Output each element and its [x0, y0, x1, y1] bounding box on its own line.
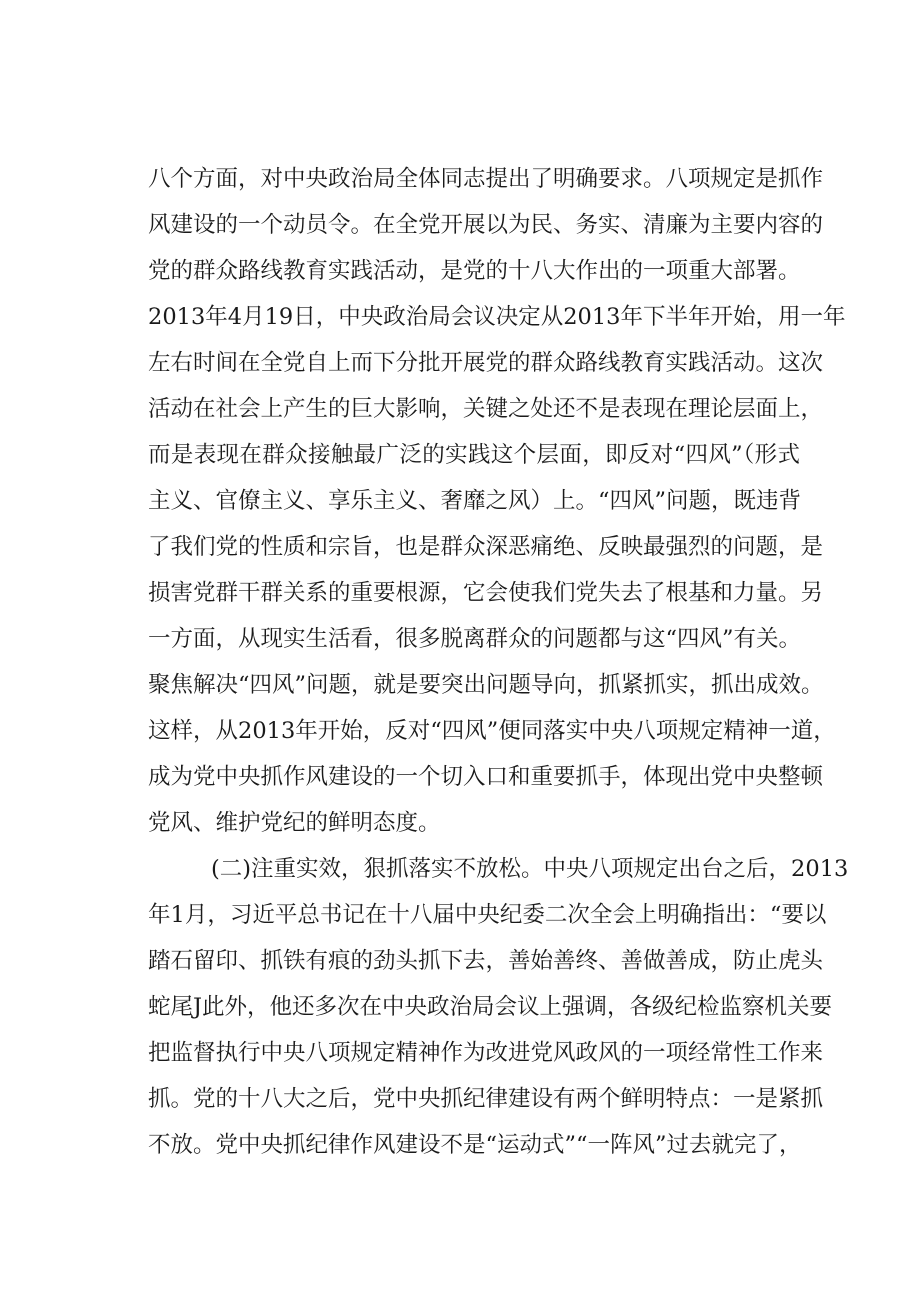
- text-line: 不放。党中央抓纪律作风建设不是“运动式”“一阵风”过去就完了，: [148, 1132, 802, 1158]
- paragraph-1: [148, 156, 846, 846]
- text-line: 风建设的一个动员令。在全党开展以为民、务实、清廉为主要内容的: [148, 212, 824, 238]
- text-line: 党风、维护党纪的鲜明态度。: [148, 810, 441, 836]
- document-body: [148, 156, 849, 1168]
- paragraph-2: [148, 846, 849, 1168]
- text-line: 了我们党的性质和宗旨，也是群众深恶痛绝、反映最强烈的问题，是: [148, 534, 824, 560]
- text-line: (二)注重实效，狠抓落实不放松。中央八项规定出台之后，2013: [211, 856, 849, 882]
- text-line: 年1月，习近平总书记在十八届中央纪委二次全会上明确指出：“要以: [148, 902, 827, 928]
- text-line: 这样，从2013年开始，反对“四风”便同落实中央八项规定精神一道，: [148, 718, 836, 744]
- text-line: 聚焦解决“四风”问题，就是要突出问题导向，抓紧抓实，抓出成效。: [148, 672, 824, 698]
- text-line: 2013年4月19日，中央政治局会议决定从2013年下半年开始，用一年: [148, 304, 846, 330]
- text-line: 而是表现在群众接触最广泛的实践这个层面，即反对“四风”（形式: [148, 442, 800, 468]
- text-line: 左右时间在全党自上而下分批开展党的群众路线教育实践活动。这次: [148, 350, 824, 376]
- text-line: 蛇尾J此外，他还多次在中央政治局会议上强调，各级纪检监察机关要: [148, 994, 833, 1020]
- text-line: 党的群众路线教育实践活动，是党的十八大作出的一项重大部署。: [148, 258, 801, 284]
- text-line: 主义、官僚主义、享乐主义、奢靡之风）上。“四风”问题，既违背: [148, 488, 802, 514]
- text-line: 踏石留印、抓铁有痕的劲头抓下去，善始善终、善做善成，防止虎头: [148, 948, 824, 974]
- text-line: 一方面，从现实生活看，很多脱离群众的问题都与这“四风”有关。: [148, 626, 802, 652]
- text-line: 活动在社会上产生的巨大影响，关键之处还不是表现在理论层面上，: [148, 396, 824, 422]
- text-line: 把监督执行中央八项规定精神作为改进党风政风的一项经常性工作来: [148, 1040, 824, 1066]
- text-line: 八个方面，对中央政治局全体同志提出了明确要求。八项规定是抓作: [148, 166, 824, 192]
- text-line: 抓。党的十八大之后，党中央抓纪律建设有两个鲜明特点：一是紧抓: [148, 1086, 824, 1112]
- text-line: 损害党群干群关系的重要根源，它会使我们党失去了根基和力量。另: [148, 580, 824, 606]
- text-line: 成为党中央抓作风建设的一个切入口和重要抓手，体现出党中央整顿: [148, 764, 824, 790]
